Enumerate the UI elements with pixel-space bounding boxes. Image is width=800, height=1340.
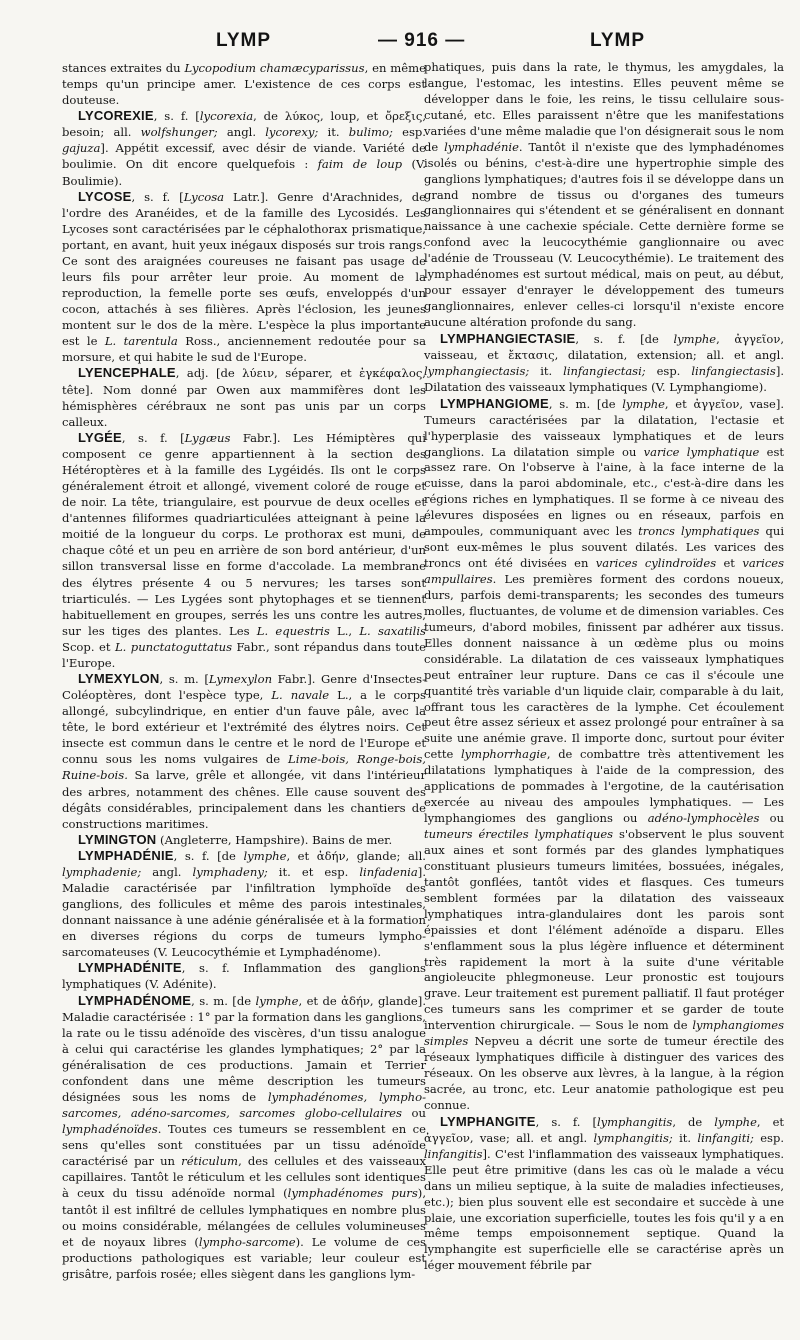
entry-text: , de λύκος, loup, et ὄρεξις, besoin; all. — [62, 109, 427, 140]
entry-text: , s. f. [ — [535, 1114, 597, 1129]
italic-term: L. tarentula — [104, 334, 178, 349]
entry-text: it. — [327, 125, 349, 140]
entry-text: et — [716, 556, 743, 571]
italic-term: lymphangitis — [596, 1114, 673, 1129]
entry-text: Fabr.]. Les Hémiptères qui composent ce genre appartiennent à la section des Hétéroptères et à la famille des Lygéidés. Ils ont le corps généralement étroit et allongé, vivement coloré de rouge et de noir. La tête, triangulaire, est pourvue de deux ocelles et d'antennes filiformes quadriarticulées atteignant à peine la moitié de la longueur du corps. Le prothorax est muni, de chaque côté et un peu en arrière de son bord antérieur, d'un sillon transversal lisse en forme d'accolade. La membrane des élytres présente 4 ou 5 nervures; les tarses sont triarticulés. — Les Lygées sont phytophages et se tiennent habituellement en groupes, serrés les uns contre les autres, sur les tiges des plantes. Les — [62, 430, 426, 638]
dictionary-entry — [424, 331, 784, 396]
entry-text: , de — [672, 1114, 715, 1129]
entry-text: , s. f. [ — [131, 189, 184, 204]
entry-text: ]. C'est l'inflammation des vaisseaux lymphatiques. Elle peut être primitive (dans les cas où le malade a vécu dans un milieu septique, à la suite de maladies infectieuses, etc.); bien plus souvent elle est secondaire et succède à une plaie, une excoriation superficielle, toutes les fois qu'il y a en même temps empoisonnement septique. Quand la lymphangite est superficielle elle se caractérise après un léger mouvement fébrile par — [424, 1146, 784, 1273]
dictionary-entry — [424, 1114, 784, 1274]
dictionary-entry — [424, 396, 784, 1114]
entry-text: Fabr., sont répandus dans toute l'Europe. — [62, 639, 426, 670]
entry-text: it. — [540, 363, 564, 378]
running-header — [60, 30, 760, 60]
italic-term: lymphe — [622, 396, 665, 411]
entry-text: angl. — [152, 864, 193, 879]
entry-text: , s. m. [de — [548, 396, 623, 411]
entry-text: Sa larve, grêle et allongée, vit dans l'intérieur des arbres, notamment des chênes. Elle cause souvent des dégâts considérables, principalement dans les chantiers de constructions maritimes. — [62, 768, 426, 831]
italic-term: linfangiectasis — [691, 363, 776, 378]
italic-term: lymphadeny; — [192, 864, 279, 879]
dictionary-entry — [62, 108, 426, 188]
entry-text: esp. — [760, 1130, 784, 1145]
italic-term: réticulum — [181, 1154, 239, 1169]
entry-headword: LYENCEPHALE — [78, 365, 176, 381]
entry-headword: LYMPHADÉNOME — [78, 992, 192, 1008]
entry-headword: LYMPHANGIECTASIE — [440, 330, 576, 346]
italic-term: L. equestris — [256, 623, 330, 638]
entry-text: ), tantôt il est infiltré de cellules lymphatiques en nombre plus ou moins considérable, mélangées de cellules volumineuses et de noyaux libres ( — [62, 1186, 427, 1249]
entry-text: stances extraites du — [62, 61, 185, 75]
italic-term: L. punctatoguttatus — [114, 639, 233, 654]
entry-text: est assez rare. On l'observe à l'aine, à la face interne de la cuisse, dans la paroi abdominale, etc., c'est-à-dire dans les régions riches en lymphatiques. Il se forme à ce niveau des élevures disposées en lignes ou en réseaux, parfois en ampoules, communiquant avec les — [424, 444, 785, 539]
entry-text: , et de ἀδήν, glande]. Maladie caractérisée : 1° par la formation dans les ganglions, la rate ou le tissu adénoïde des viscères, d'un tissu analogue à celui qui caractérise les glandes lymphatiques; 2° par la généralisation de ces productions. Jamain et Terrier confondent dans une même description les tumeurs désignées sous les noms de — [62, 993, 426, 1104]
entry-text: esp. — [402, 125, 426, 140]
header-right-guideword: LYMP — [590, 30, 646, 51]
entry-text: , des cellules et des vaisseaux capillaires. Tantôt le réticulum et les cellules sont identiques à ceux du tissu adénoïde normal ( — [62, 1154, 426, 1201]
italic-term: L. saxatilis — [359, 623, 426, 638]
italic-term: lymphadénoïdes — [62, 1122, 158, 1137]
dictionary-entry — [62, 671, 426, 832]
dictionary-entry — [62, 430, 426, 671]
entry-text: ou — [759, 811, 784, 826]
dictionary-entry — [62, 848, 426, 961]
italic-term: lympho-sarcome — [198, 1234, 296, 1249]
italic-term: linfangiti; — [697, 1130, 761, 1145]
italic-term: lymphangitis; — [593, 1130, 680, 1145]
italic-term: gajuza — [62, 141, 101, 156]
italic-term: lymphadénomes, lympho-sarcomes, adéno-sarcomes, sarcomes globo-cellulaires — [62, 1090, 427, 1121]
italic-term: wolfshunger; — [140, 125, 227, 140]
entry-headword: LYMPHANGIOME — [440, 395, 549, 411]
entry-headword: LYCOSE — [78, 188, 132, 204]
entry-text: , s. f. Inflammation des ganglions lymphatiques (V. Adénite). — [62, 961, 426, 992]
entry-headword: LYMPHADÉNIE — [78, 847, 174, 863]
entry-text: , s. m. [ — [159, 671, 209, 686]
entry-text: . Toutes ces tumeurs se ressemblent en ce sens qu'elles sont constituées par un tissu adénoïde caractérisé par un — [62, 1122, 426, 1169]
entry-text: . Tantôt il n'existe que des lymphadénomes isolés ou bénins, c'est-à-dire une hypertrophie simple des ganglions lymphatiques; d'autres fois il se développe dans un grand nombre de tissus ou d'organes des tumeurs ganglionnaires qui s'étendent et se généralisent en donnant naissance à une cachexie spéciale. Cette dernière forme se confond avec la leucocythémie ganglionnaire ou avec l'adénie de Trousseau (V. Leucocythémie). Le traitement des lymphadénomes est surtout médical, mais on peut, au début, pour essayer d'enrayer le développement des tumeurs ganglionnaires, enlever celles-ci lorsqu'il n'existe encore aucune altération profonde du sang. — [424, 139, 784, 329]
italic-term: Lycosa — [183, 189, 225, 204]
italic-term: Lycopodium chamæcyparissus — [184, 61, 365, 75]
entry-text: ). Le volume de ces productions pathologiques est variable; leur couleur est grisâtre, parfois rosée; elles siègent dans les ganglions lym- — [62, 1234, 426, 1281]
entry-headword: LYMEXYLON — [78, 670, 160, 686]
italic-term: faim de loup — [317, 157, 403, 172]
italic-term: Lymexylon — [208, 671, 273, 686]
entry-text: ou — [401, 1106, 426, 1121]
entry-text: , et ἀγγεῖον, vase; all. et angl. — [424, 1114, 784, 1145]
italic-term: lymphadénomes purs — [287, 1186, 418, 1201]
entry-text: angl. — [226, 125, 266, 140]
entry-text: Fabr.]. Genre d'Insectes-Coléoptères, dont l'espèce type, — [62, 671, 426, 703]
entry-text: s'observent le plus souvent aux aines et sont formés par des glandes lymphatiques constituant plusieurs tumeurs limitées, bossuées, inégales, tantôt gonflées, tantôt vides et flasques. Ces tumeurs semblent formées par la dilatation des vaisseaux lymphatiques intra-glandulaires dont les parois sont épaissies et dont l'élément adénoïde a disparu. Elles s'enflamment sous la plus légère influence et déterminent très rapidement la mort à la suite d'une véritable angioleucite phlegmoneuse. Leur pronostic est toujours grave. Leur traitement est purement palliatif. Il faut protéger ces tumeurs sans les comprimer et se garder de toute intervention chirurgicale. — Sous le nom de — [424, 827, 784, 1033]
italic-term: adéno-lymphocèles — [647, 811, 760, 826]
italic-term: lymphe — [673, 331, 717, 346]
italic-term: linfangiectasi; — [563, 363, 657, 378]
italic-term: tumeurs érectiles lymphatiques — [424, 827, 614, 841]
italic-term: L. navale — [271, 688, 330, 703]
italic-term: lycorexia — [199, 109, 254, 124]
italic-term: lymphe — [243, 848, 287, 863]
entry-text: it. — [679, 1130, 698, 1145]
entry-text: ]. Appétit excessif, avec désir de viande. Variété de boulimie. On dit encore quelquefois : — [62, 141, 426, 172]
entry-text: , s. f. [de — [173, 848, 244, 863]
entry-text: L., a le corps allongé, subcylindrique, en entier d'un fauve pâle, avec la tête, le bord extérieur et l'extrémité des élytres noirs. Cet insecte est commun dans le centre et le nord de l'Europe et connu sous les noms vulgaires de — [62, 688, 426, 767]
italic-term: lymphadénie — [444, 139, 519, 154]
header-left-guideword: LYMP — [216, 30, 272, 51]
entry-text: ]. Dilatation des vaisseaux lymphatiques (V. Lymphangiome). — [424, 363, 784, 394]
entry-text: it. et esp. — [278, 864, 360, 879]
entry-text: . Les premières forment des cordons noueux, durs, parfois demi-transparents; les secondes des tumeurs molles, fluctuantes, de volume et de dimension variables. Ces tumeurs, d'abord mobiles, finissent par adhérer aux tissus. Elles donnent naissance à un œdème plus ou moins considérable. La dilatation de ces vaisseaux lymphatiques peut entraîner leur rupture. Dans ce cas il s'écoule une quantité très variable d'un liquide clair, comparable à du lait, offrant tous les caractères de la lymphe. Cet écoulement peut être assez sérieux et assez prolongé pour entraîner à sa suite une anémie grave. Il importe donc, surtout pour éviter cette — [424, 572, 784, 762]
dictionary-entry — [62, 832, 426, 848]
entry-text: (V. Boulimie). — [62, 157, 426, 188]
entry-text: , et ἀγγεῖον, vase]. Tumeurs caractérisées par la dilatation, l'ectasie et l'hyperplasie des vaisseaux lymphatiques et de leurs ganglions. La dilatation simple ou — [424, 396, 784, 459]
entry-text: , ἀγγεῖον, vaisseau, et ἔκτασις, dilatation, extension; all. et angl. — [424, 331, 784, 362]
left-column — [62, 60, 426, 1282]
dictionary-entry — [62, 993, 426, 1282]
entry-headword: LYCOREXIE — [78, 108, 154, 124]
italic-term: Lime-bois, Ronge-bois, Ruine-bois. — [62, 752, 426, 783]
italic-term: bulimo; — [348, 125, 403, 140]
continued-paragraph — [424, 60, 784, 331]
page-number: — 916 — — [378, 30, 466, 51]
entry-text: , s. f. [de — [575, 331, 674, 346]
italic-term: lymphe — [255, 993, 299, 1008]
entry-headword: LYMPHADÉNITE — [78, 960, 182, 976]
entry-text: , s. f. [ — [153, 109, 200, 124]
right-column — [424, 60, 784, 1274]
dictionary-entry — [62, 960, 426, 992]
italic-term: lymphe — [714, 1114, 757, 1129]
entry-text: , de combattre très attentivement les dilatations lymphatiques à l'aide de la compression, des applications de pommades à l'ergotine, de la cautérisation exercée au niveau des ampoules lymphatiques. — Les lymphangiomes des ganglions ou — [424, 747, 784, 826]
entry-text: , s. f. [ — [121, 430, 185, 445]
italic-term: varice lymphatique — [643, 444, 760, 459]
entry-headword: LYMPHANGITE — [440, 1113, 536, 1129]
entry-text: Ross., anciennement redoutée pour sa morsure, et qui habite le sud de l'Europe. — [62, 334, 426, 365]
entry-text: ]. Maladie caractérisée par l'infiltration lymphoïde des ganglions, des follicules et même des parois intestinales, donnant naissance à une adénie généralisée et à la formation en diverses régions du corps de tumeurs lympho-sarcomateuses (V. Leucocythémie et Lymphadénome). — [62, 864, 427, 960]
dictionary-entry — [62, 189, 426, 366]
italic-term: lymphorrhagie — [460, 747, 547, 762]
italic-term: troncs lymphatiques — [638, 524, 760, 539]
entry-headword: LYMINGTON — [78, 831, 157, 847]
entry-text: esp. — [656, 363, 692, 378]
entry-headword: LYGÉE — [78, 429, 122, 445]
entry-text: L., — [329, 623, 360, 638]
italic-term: varices ampullaires — [424, 556, 785, 586]
entry-text: , adj. [de λύειν, séparer, et ἐγκέφαλος, tête]. Nom donné par Owen aux mammifères dont les hémisphères cérébraux ne sont pas unis par un corps calleux. — [62, 366, 426, 429]
italic-term: lymphangiectasis; — [424, 363, 541, 378]
entry-text: , s. m. [de — [191, 993, 256, 1008]
italic-term: Lygæus — [184, 430, 231, 445]
entry-text: Nepveu a décrit une sorte de tumeur érectile des réseaux lymphatiques difficile à distinguer des varices des réseaux. On les observe aux lèvres, à la langue, à la région sacrée, au tronc, etc. Leur anatomie pathologique est peu connue. — [424, 1034, 784, 1112]
entry-text: Latr.]. Genre d'Arachnides, de l'ordre des Aranéides, et de la famille des Lycosidés. Les Lycoses sont caractérisées par le céphalothorax prismatique, portant, en avant, huit yeux inégaux disposés sur trois rangs. Ce sont des araignées coureuses ne faisant pas usage de leurs fils pour arrêter leur proie. Au moment de la reproduction, la femelle porte ses œufs, enveloppés d'un cocon, attachés à ses filières. Après l'éclosion, les jeunes montent sur le dos de la mère. L'espèce la plus importante est le — [62, 189, 427, 349]
italic-term: linfadenia — [359, 864, 418, 879]
dictionary-entry — [62, 365, 426, 429]
italic-term: varices cylindroïdes — [595, 556, 717, 571]
entry-text: , et ἀδήν, glande; all. — [286, 848, 426, 863]
entry-text: , en même temps qu'un principe amer. L'existence de ces corps est douteuse. — [62, 61, 427, 108]
continued-paragraph — [62, 60, 426, 108]
entry-text: qui sont eux-mêmes le plus souvent dilatés. Les varices des troncs ont été divisées en — [424, 524, 784, 571]
italic-term: lycorexy; — [265, 125, 328, 140]
entry-text: (Angleterre, Hampshire). Bains de mer. — [156, 832, 393, 847]
entry-text: phatiques, puis dans la rate, le thymus, les amygdales, la langue, l'estomac, les intestins. Elles peuvent même se développer dans le foie, les reins, le tissu cellulaire sous-cutané, etc. Elles paraissent n'être que les manifestations variées d'une même maladie que l'on désignerait sous le nom de — [424, 60, 784, 154]
italic-term: lymphangiomes simples — [424, 1018, 784, 1049]
italic-term: lymphadenie; — [62, 864, 153, 879]
italic-term: linfangitis — [424, 1146, 483, 1161]
entry-text: Scop. et — [62, 639, 115, 654]
